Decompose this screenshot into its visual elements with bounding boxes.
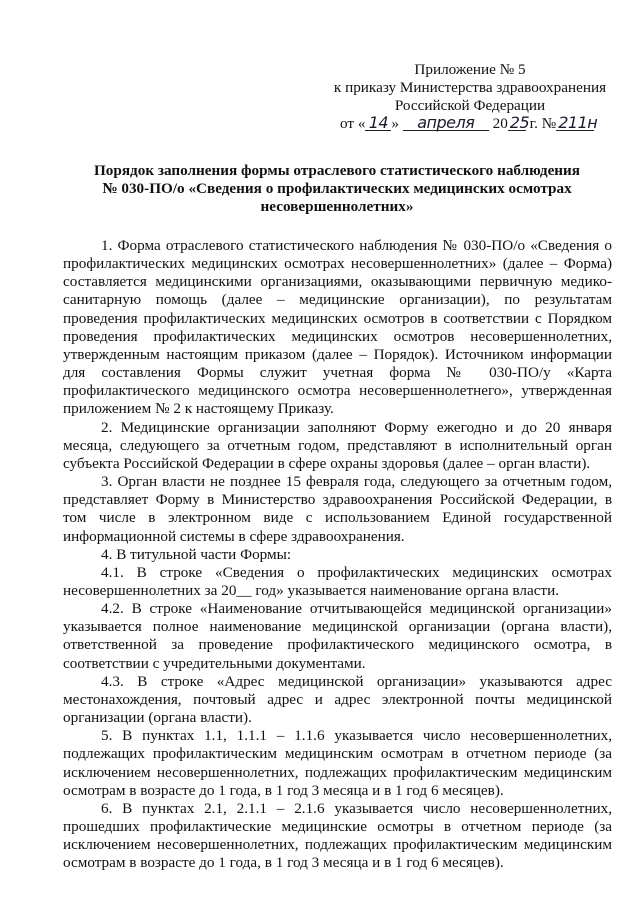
order-date-line [340, 115, 622, 133]
paragraph-5: 5. В пунктах 1.1, 1.1.1 – 1.1.6 указывается число несовершеннолетних, подлежащих профилактическим медицинским осмотрам в отчетном периоде (за исключением несовершеннолетних, подлежащих профилактическим медицинским осмотрам в возрасте до 1 года, в 1 год 3 месяца и в 1 год 6 месяцев). [63, 727, 612, 799]
document-body [63, 237, 612, 872]
handwritten-day: 14 [365, 115, 391, 131]
paragraph-1: 1. Форма отраслевого статистического наблюдения № 030-ПО/о «Сведения о профилактических медицинских осмотрах несовершеннолетних» (далее – Форма) составляется медицинскими организациями, оказывающими первичную медико-санитарную помощь (далее – медицинские организации), по результатам проведения профилактических медицинских осмотров в соответствии с Порядком проведения профилактических медицинских осмотров несовершеннолетних, утвержденным настоящим приказом (далее – Порядок). Источником информации для составления Формы служит учетная форма № 030-ПО/у «Карта профилактического медицинского осмотра несовершеннолетнего», утвержденная приложением № 2 к настоящему Приказу. [63, 237, 612, 418]
appendix-federation: Российской Федерации [394, 97, 546, 114]
document-title [70, 162, 604, 216]
appendix-number: Приложение № 5 [414, 61, 526, 78]
title-line-1: Порядок заполнения формы отраслевого статистического наблюдения [93, 162, 581, 179]
paragraph-4-1: 4.1. В строке «Сведения о профилактических медицинских осмотрах несовершеннолетних за 20__ год» указывается наименование органа власти. [63, 563, 612, 599]
handwritten-year: 25 [509, 113, 530, 132]
appendix-order-ref: к приказу Министерства здравоохранения [333, 79, 607, 96]
handwritten-number: 211н [558, 113, 598, 132]
paragraph-6: 6. В пунктах 2.1, 2.1.1 – 2.1.6 указывается число несовершеннолетних, прошедших профилактические медицинские осмотры в отчетном периоде (за исключением несовершеннолетних, подлежащих профилактическим медицинским осмотрам в возрасте до 1 года, в 1 год 3 месяца и в 1 год 6 месяцев). [63, 799, 612, 872]
paragraph-4-3: 4.3. В строке «Адрес медицинской организации» указываются адрес местонахождения, почтовый адрес и адрес электронной почты медицинской организации (органа власти). [63, 672, 612, 727]
paragraph-4-2: 4.2. В строке «Наименование отчитывающейся медицинской организации» указывается полное наименование медицинской организации (органа власти), ответственной за проведение профилактического медицинского осмотра, в соответствии с учредительными документами. [63, 600, 612, 672]
paragraph-4: 4. В титульной части Формы: [101, 545, 292, 563]
order-quote-close: » [391, 115, 400, 132]
paragraph-2: 2. Медицинские организации заполняют Форму ежегодно и до 20 января месяца, следующего за отчетным годом, представляют в исполнительный орган субъекта Российской Федерации в сфере охраны здоровья (далее – орган власти). [63, 418, 612, 472]
order-number-label: г. № [529, 115, 557, 132]
paragraph-3: 3. Орган власти не позднее 15 февраля года, следующего за отчетным годом, представляет Форму в Министерство здравоохранения Российской Федерации, в том числе в электронном виде с использованием Единой государственной информационной системы в сфере здравоохранения. [63, 473, 612, 545]
title-line-3: несовершеннолетних» [260, 198, 414, 215]
order-prefix: от « [340, 115, 366, 132]
handwritten-month: апреля [403, 115, 489, 131]
order-year-prefix: 20 [492, 115, 508, 132]
appendix-header [330, 61, 610, 115]
title-line-2: № 030-ПО/о «Сведения о профилактических медицинских осмотрах [102, 180, 572, 197]
